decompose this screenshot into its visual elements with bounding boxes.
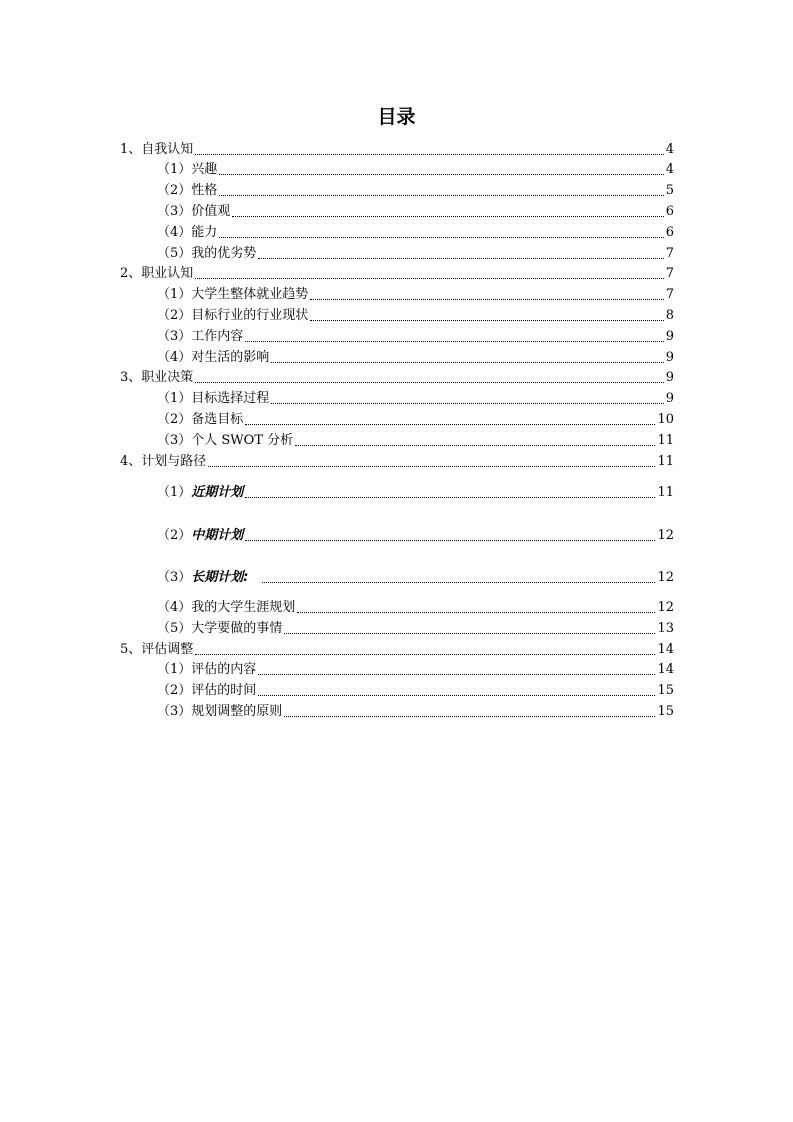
- dot-leader: [195, 278, 663, 279]
- toc-entry-page: 9: [665, 350, 674, 365]
- toc-entry-label: （1）大学生整体就业趋势: [157, 287, 309, 302]
- dot-leader: [284, 633, 655, 634]
- dot-leader: [232, 216, 663, 217]
- dot-leader: [245, 540, 655, 541]
- toc-entry-employment-trend[interactable]: [157, 283, 674, 303]
- toc-entry-label: （5）我的优劣势: [157, 246, 257, 261]
- dot-leader: [284, 716, 655, 717]
- toc-entry-personality[interactable]: [157, 179, 674, 199]
- toc-entry-label: （1）兴趣: [157, 162, 218, 177]
- dot-leader: [208, 466, 655, 467]
- toc-entry-career-decision[interactable]: [120, 366, 674, 386]
- table-of-contents: [120, 0, 674, 1122]
- toc-entry-plan-and-path[interactable]: [120, 450, 674, 470]
- toc-entry-interest[interactable]: [157, 158, 674, 178]
- dot-leader: [310, 320, 663, 321]
- dot-leader: [245, 341, 663, 342]
- toc-entry-values[interactable]: [157, 200, 674, 220]
- toc-entry-college-todo[interactable]: [157, 617, 674, 637]
- toc-entry-label: （3）: [157, 570, 192, 585]
- toc-entry-label: （2）: [157, 528, 192, 543]
- toc-entry-long-term-plan[interactable]: [157, 566, 674, 586]
- toc-entry-page: 12: [657, 528, 674, 543]
- toc-entry-adjustment-principles[interactable]: [157, 700, 674, 720]
- dot-leader: [310, 299, 663, 300]
- toc-entry-page: 7: [665, 246, 674, 261]
- dot-leader: [271, 403, 663, 404]
- toc-entry-label: （4）对生活的影响: [157, 350, 270, 365]
- toc-entry-emphasis: 长期计划:: [191, 570, 249, 585]
- toc-entry-page: 6: [665, 225, 674, 240]
- toc-entry-self-awareness[interactable]: [120, 138, 674, 158]
- toc-entry-page: 11: [657, 485, 674, 500]
- toc-entry-page: 9: [665, 391, 674, 406]
- toc-entry-label: （3）工作内容: [157, 329, 244, 344]
- dot-leader: [195, 654, 655, 655]
- toc-entry-page: 12: [657, 600, 674, 615]
- dot-leader: [195, 154, 663, 155]
- dot-leader: [258, 695, 655, 696]
- toc-entry-page: 12: [657, 570, 674, 585]
- dot-leader: [245, 424, 655, 425]
- dot-leader: [219, 195, 663, 196]
- dot-leader: [295, 445, 655, 446]
- toc-entry-label: （1）评估的内容: [157, 662, 257, 677]
- toc-entry-label: （4）能力: [157, 225, 218, 240]
- toc-entry-college-career-plan[interactable]: [157, 596, 674, 616]
- toc-entry-label: 1、自我认知: [120, 142, 194, 157]
- dot-leader: [195, 382, 663, 383]
- toc-entry-ability[interactable]: [157, 221, 674, 241]
- toc-entry-work-content[interactable]: [157, 325, 674, 345]
- toc-entry-page: 9: [665, 329, 674, 344]
- toc-entry-page: 7: [665, 266, 674, 281]
- toc-entry-swot-analysis[interactable]: [157, 429, 674, 449]
- toc-entry-page: 13: [657, 621, 674, 636]
- toc-entry-label: （3）价值观: [157, 204, 231, 219]
- toc-entry-life-impact[interactable]: [157, 346, 674, 366]
- toc-entry-label: （2）备选目标: [157, 412, 244, 427]
- toc-entry-page: 6: [665, 204, 674, 219]
- toc-entry-label: （3）规划调整的原则: [157, 704, 283, 719]
- toc-entry-evaluation-adjustment[interactable]: [120, 638, 674, 658]
- toc-entry-page: 8: [665, 308, 674, 323]
- toc-entry-page: 10: [657, 412, 674, 427]
- toc-entry-page: 4: [665, 142, 674, 157]
- dot-leader: [297, 612, 655, 613]
- toc-entry-label: （1）目标选择过程: [157, 391, 270, 406]
- toc-entry-page: 15: [657, 704, 674, 719]
- toc-entry-label: （3）个人 SWOT 分析: [157, 433, 294, 448]
- page-title: 目录: [377, 106, 416, 128]
- toc-entry-page: 5: [665, 183, 674, 198]
- toc-entry-label: （2）目标行业的行业现状: [157, 308, 309, 323]
- toc-entry-label: （2）性格: [157, 183, 218, 198]
- toc-entry-strengths-weaknesses[interactable]: [157, 242, 674, 262]
- toc-entry-page: 11: [657, 454, 674, 469]
- toc-entry-label: 5、评估调整: [120, 642, 194, 657]
- toc-entry-label: （2）评估的时间: [157, 683, 257, 698]
- toc-entry-page: 11: [657, 433, 674, 448]
- dot-leader: [219, 237, 663, 238]
- toc-entry-evaluation-content[interactable]: [157, 658, 674, 678]
- toc-entry-label: （4）我的大学生涯规划: [157, 600, 296, 615]
- dot-leader: [258, 258, 663, 259]
- dot-leader: [262, 582, 655, 583]
- toc-entry-label: （5）大学要做的事情: [157, 621, 283, 636]
- toc-entry-page: 14: [657, 662, 674, 677]
- toc-entry-page: 9: [665, 370, 674, 385]
- toc-entry-page: 14: [657, 642, 674, 657]
- toc-entry-page: 4: [665, 162, 674, 177]
- toc-entry-label: 4、计划与路径: [120, 454, 207, 469]
- dot-leader: [219, 174, 663, 175]
- toc-entry-alternative-goals[interactable]: [157, 408, 674, 428]
- toc-entry-label: 3、职业决策: [120, 370, 194, 385]
- toc-entry-label: （1）: [157, 485, 192, 500]
- dot-leader: [271, 362, 663, 363]
- toc-entry-emphasis: 近期计划: [191, 485, 244, 500]
- toc-entry-goal-selection[interactable]: [157, 387, 674, 407]
- toc-entry-page: 7: [665, 287, 674, 302]
- toc-entry-industry-status[interactable]: [157, 304, 674, 324]
- dot-leader: [258, 674, 655, 675]
- toc-entry-page: 15: [657, 683, 674, 698]
- dot-leader: [245, 497, 655, 498]
- toc-entry-label: 2、职业认知: [120, 266, 194, 281]
- toc-entry-evaluation-time[interactable]: [157, 679, 674, 699]
- toc-entry-emphasis: 中期计划: [191, 528, 244, 543]
- toc-entry-mid-term-plan[interactable]: [157, 524, 674, 544]
- toc-entry-career-awareness[interactable]: [120, 262, 674, 282]
- toc-entry-short-term-plan[interactable]: [157, 481, 674, 501]
